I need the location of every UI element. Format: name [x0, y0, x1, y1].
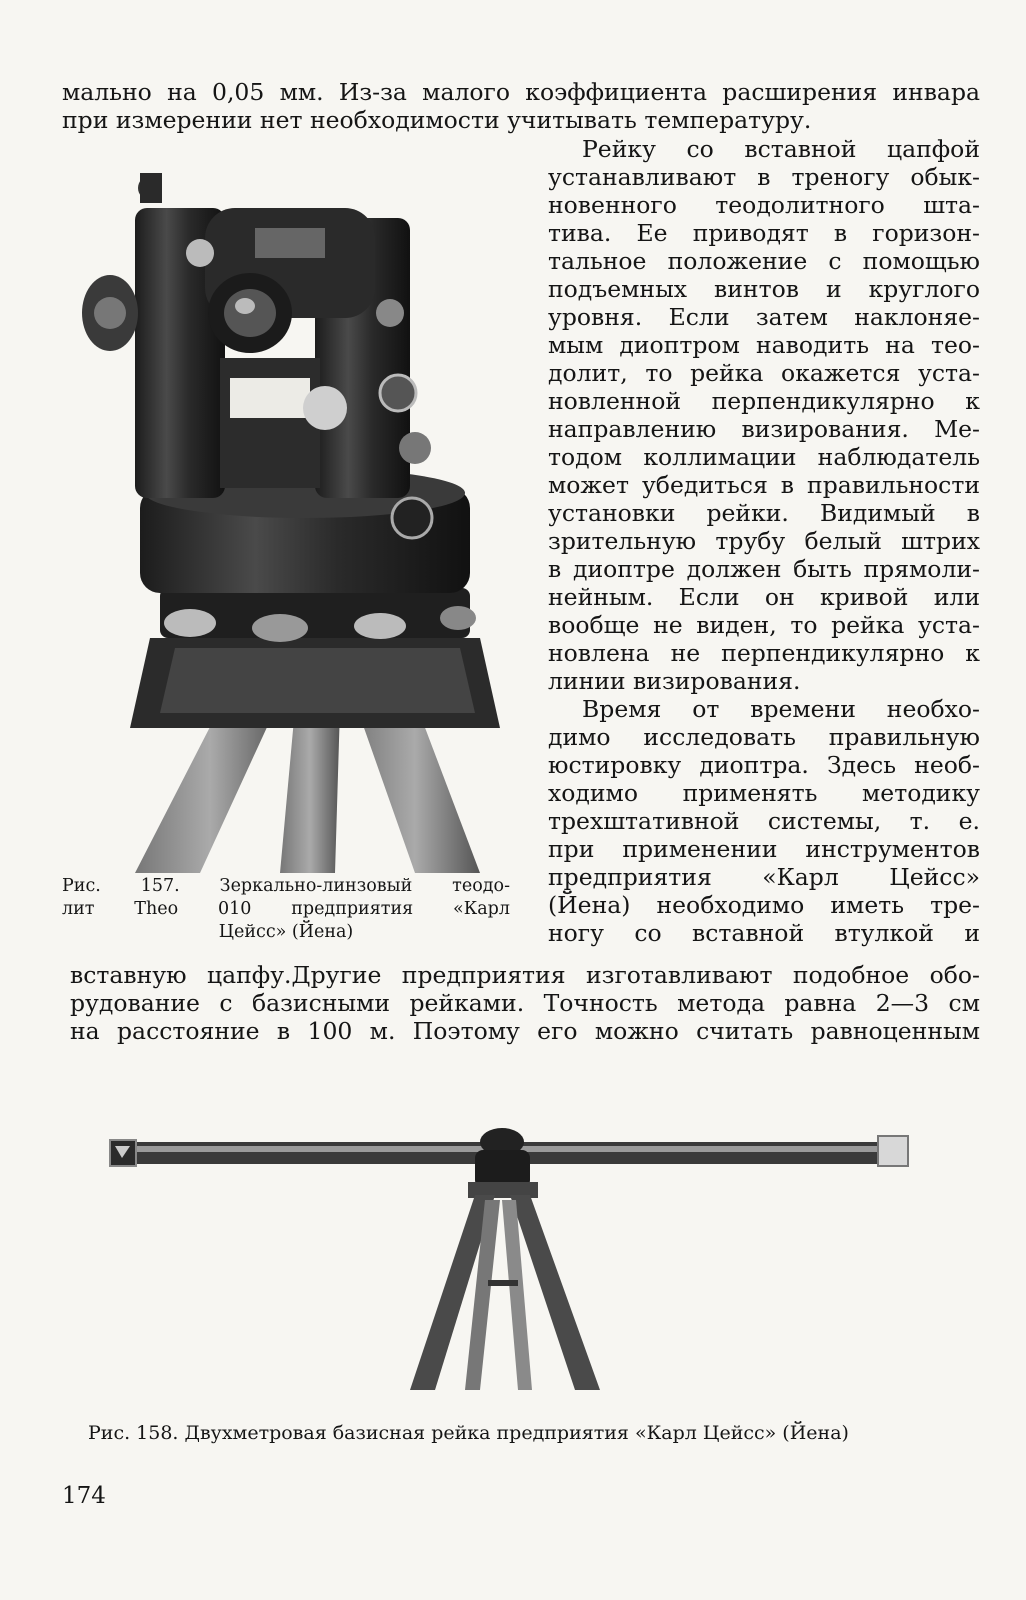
text-line-col-22: димо исследовать правильную [548, 723, 980, 751]
text-line-col-4: тива. Ее приводят в горизон- [548, 219, 980, 247]
text-line-col-1: Рейку со вставной цапфой [582, 135, 980, 163]
text-line-col-19: новлена не перпендикулярно к [548, 639, 980, 667]
text-line-col-29: ногу со вставной втулкой и [548, 919, 980, 947]
text-line-col-18: вообще не виден, то рейка уста- [548, 611, 980, 639]
text-line-col-23: юстировку диоптра. Здесь необ- [548, 751, 980, 779]
text-line-col-9: долит, то рейка окажется уста- [548, 359, 980, 387]
text-line-col-17: нейным. Если он кривой или [548, 583, 980, 611]
text-line-col-10: новленной перпендикулярно к [548, 387, 980, 415]
text-line-col-11: направлению визирования. Ме- [548, 415, 980, 443]
base-rod-photo [70, 1090, 970, 1410]
text-line-col-13: может убедиться в правильности [548, 471, 980, 499]
figure-157-caption-line-3: Цейсс» (Йена) [218, 922, 354, 942]
text-line-col-14: установки рейки. Видимый в [548, 499, 980, 527]
text-line-bottom-3: на расстояние в 100 м. Поэтому его можно считать равноценным [70, 1017, 980, 1045]
text-line-bottom-2: рудование с базисными рейками. Точность метода равна 2—3 см [70, 989, 980, 1017]
text-line-col-28: (Йена) необходимо иметь тре- [548, 891, 980, 919]
text-line-col-6: подъемных винтов и круглого [548, 275, 980, 303]
text-line-top-1: мально на 0,05 мм. Из-за малого коэффициента расширения инвара [62, 78, 980, 106]
text-line-col-26: при применении инструментов [548, 835, 980, 863]
text-line-col-25: трехштативной системы, т. е. [548, 807, 980, 835]
text-line-top-2: при измерении нет необходимости учитывать температуру. [62, 106, 812, 134]
text-line-col-27: предприятия «Карл Цейсс» [548, 863, 980, 891]
figure-158-caption: Рис. 158. Двухметровая базисная рейка предприятия «Карл Цейсс» (Йена) [88, 1422, 849, 1444]
text-line-col-8: мым диоптром наводить на тео- [548, 331, 980, 359]
page-number: 174 [62, 1483, 106, 1509]
text-line-col-24: ходимо применять методику [548, 779, 980, 807]
text-line-col-16: в диоптре должен быть прямоли- [548, 555, 980, 583]
figure-157-caption-line-2: лит Theo 010 предприятия «Карл [62, 899, 510, 919]
figure-157-caption-line-1: Рис. 157. Зеркально-линзовый теодо- [62, 876, 510, 896]
text-line-col-20: линии визирования. [548, 667, 801, 695]
text-line-col-2: устанавливают в треногу обык- [548, 163, 980, 191]
text-line-col-15: зрительную трубу белый штрих [548, 527, 980, 555]
text-line-col-21: Время от времени необхо- [582, 695, 980, 723]
text-line-col-3: новенного теодолитного шта- [548, 191, 980, 219]
theodolite-photo [80, 168, 535, 873]
text-line-col-5: тальное положение с помощью [548, 247, 980, 275]
text-line-col-7: уровня. Если затем наклоняе- [548, 303, 980, 331]
text-line-col-12: тодом коллимации наблюдатель [548, 443, 980, 471]
text-line-bottom-1: вставную цапфу.Другие предприятия изготавливают подобное обо- [70, 961, 980, 989]
